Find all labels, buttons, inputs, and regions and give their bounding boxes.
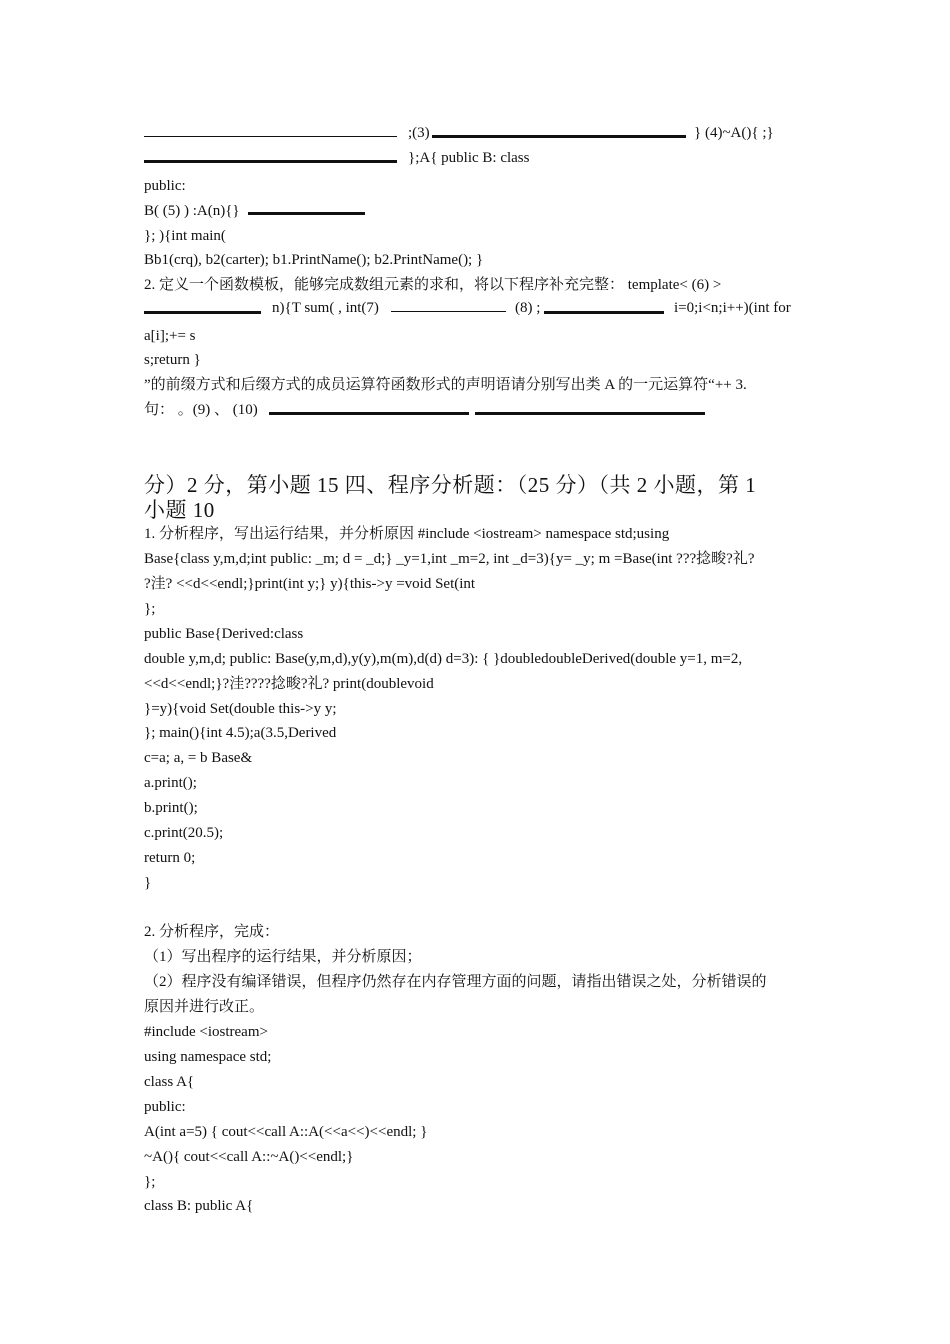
code-line: c=a; a, = b Base& [144, 750, 253, 766]
code-line: double y,m,d; public: Base(y,m,d),y(y),m(m),d(d) d=3): { }doubledoubleDerived(double y=1, m=2, [144, 651, 743, 667]
code-line: i=0;i<n;i++)(int for [674, 300, 791, 316]
code-line: Bb1(crq), b2(carter); b1.PrintName(); b2.PrintName(); } [144, 252, 484, 268]
code-line: return 0; [144, 850, 196, 866]
code-line: public: [144, 178, 186, 194]
code-line: }; [144, 601, 156, 617]
code-line: 1. 分析程序，写出运行结果，并分析原因 #include <iostream> namespace std;using [144, 526, 670, 542]
code-line: n){T sum( , int(7) [272, 300, 379, 316]
answer-blank-10[interactable] [475, 412, 705, 415]
code-line: class A{ [144, 1074, 195, 1090]
question-text: 2. 分析程序，完成： [144, 924, 280, 940]
code-line: B( (5) ) :A(n){} [144, 203, 240, 219]
code-line: }; main(){int 4.5);a(3.5,Derived [144, 725, 337, 741]
code-line: c.print(20.5); [144, 825, 224, 841]
code-line: public: [144, 1099, 186, 1115]
answer-blank-4[interactable] [144, 160, 397, 163]
code-line: Base{class y,m,d;int public: _m; d = _d;} _y=1,int _m=2, int _d=3){y= _y; m =Base(int ???捻畯?礼? [144, 551, 755, 567]
code-line: class B: public A{ [144, 1198, 254, 1214]
answer-blank-7[interactable] [391, 311, 506, 312]
code-line: (8) ; [515, 300, 541, 316]
answer-blank[interactable] [144, 136, 397, 137]
section-heading: 分）2 分，第小题 15 四、程序分析题：（25 分）（共 2 小题，第 1 [144, 473, 757, 497]
code-line: a[i];+= s [144, 328, 196, 344]
question-text: ”的前缀方式和后缀方式的成员运算符函数形式的声明语请分别写出类 A 的一元运算符“++ 3. [144, 377, 747, 393]
code-line: };A{ public B: class [408, 150, 530, 166]
code-line: <<d<<endl;}?洼????捻畯?礼? print(doublevoid [144, 676, 434, 692]
answer-blank-9[interactable] [269, 412, 469, 415]
code-line: } [144, 875, 152, 891]
question-text: 2. 定义一个函数模板，能够完成数组元素的求和，将以下程序补充完整： template< (6) > [144, 277, 722, 293]
code-line: }=y){void Set(double this->y y; [144, 701, 337, 717]
code-line: A(int a=5) { cout<<call A::A(<<a<<)<<endl; } [144, 1124, 428, 1140]
code-line: } (4)~A(){ ;} [694, 125, 774, 141]
code-line: #include <iostream> [144, 1024, 268, 1040]
code-line: using namespace std; [144, 1049, 272, 1065]
code-line: a.print(); [144, 775, 197, 791]
question-text: 原因并进行改正。 [144, 999, 265, 1015]
answer-blank-6[interactable] [144, 311, 261, 314]
answer-blank-8[interactable] [544, 311, 664, 314]
code-line: b.print(); [144, 800, 198, 816]
question-text: （2）程序没有编译错误，但程序仍然存在内存管理方面的问题，请指出错误之处，分析错误的 [144, 974, 767, 990]
code-line: ;(3) [408, 125, 430, 141]
code-line: ?洼? <<d<<endl;}print(int y;} y){this->y =void Set(int [144, 576, 476, 592]
code-line: }; ){int main( [144, 228, 226, 244]
code-line: }; [144, 1174, 156, 1190]
question-text: （1）写出程序的运行结果，并分析原因； [144, 949, 422, 965]
code-line: public Base{Derived:class [144, 626, 304, 642]
question-text: 句： 。(9) 、 (10) [144, 402, 258, 418]
code-line: s;return } [144, 352, 201, 368]
code-line: ~A(){ cout<<call A::~A()<<endl;} [144, 1149, 354, 1165]
answer-blank-5[interactable] [248, 212, 365, 215]
section-heading: 小题 10 [144, 498, 215, 522]
answer-blank-3[interactable] [432, 135, 686, 138]
